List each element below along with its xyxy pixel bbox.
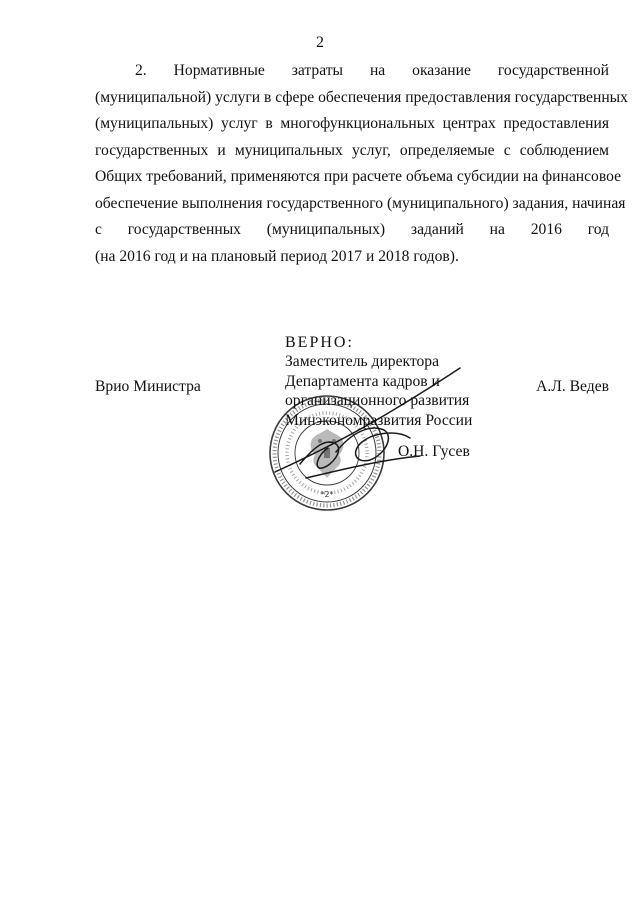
minister-role: Врио Министра bbox=[95, 378, 201, 395]
paragraph-line: (муниципальной) услуги в сфере обеспечения предоставления государственных bbox=[95, 88, 628, 106]
paragraph-line: с государственных (муниципальных) заданий на 2016 год bbox=[95, 221, 609, 238]
paragraph-line: Общих требований, применяются при расчете объема субсидии на финансовое bbox=[95, 168, 621, 185]
official-title-line: организационного развития bbox=[285, 392, 470, 409]
paragraph-line: государственных и муниципальных услуг, определяемые с соблюдением bbox=[95, 141, 609, 159]
main-paragraph bbox=[95, 58, 628, 270]
svg-text:*2*: *2* bbox=[320, 490, 334, 499]
paragraph-line: (муниципальных) услуг в многофункциональных центрах предоставления bbox=[95, 115, 609, 132]
official-title-line: Минэкономразвития России bbox=[285, 411, 473, 429]
page-number: 2 bbox=[316, 34, 324, 51]
minister-name: А.Л. Ведев bbox=[536, 378, 609, 395]
paragraph-line: обеспечение выполнения государственного (муниципального) задания, начиная bbox=[95, 194, 626, 212]
certifying-official-title bbox=[285, 352, 472, 430]
certifying-official-name: О.Н. Гусев bbox=[398, 443, 470, 460]
paragraph-line: (на 2016 год и на плановый период 2017 и 2018 годов). bbox=[95, 247, 459, 265]
official-title-line: Департамента кадров и bbox=[285, 372, 440, 390]
paragraph-line: 2. Нормативные затраты на оказание государственной bbox=[135, 62, 609, 79]
certification-heading: ВЕРНО: bbox=[285, 334, 354, 351]
official-title-line: Заместитель директора bbox=[285, 353, 440, 370]
